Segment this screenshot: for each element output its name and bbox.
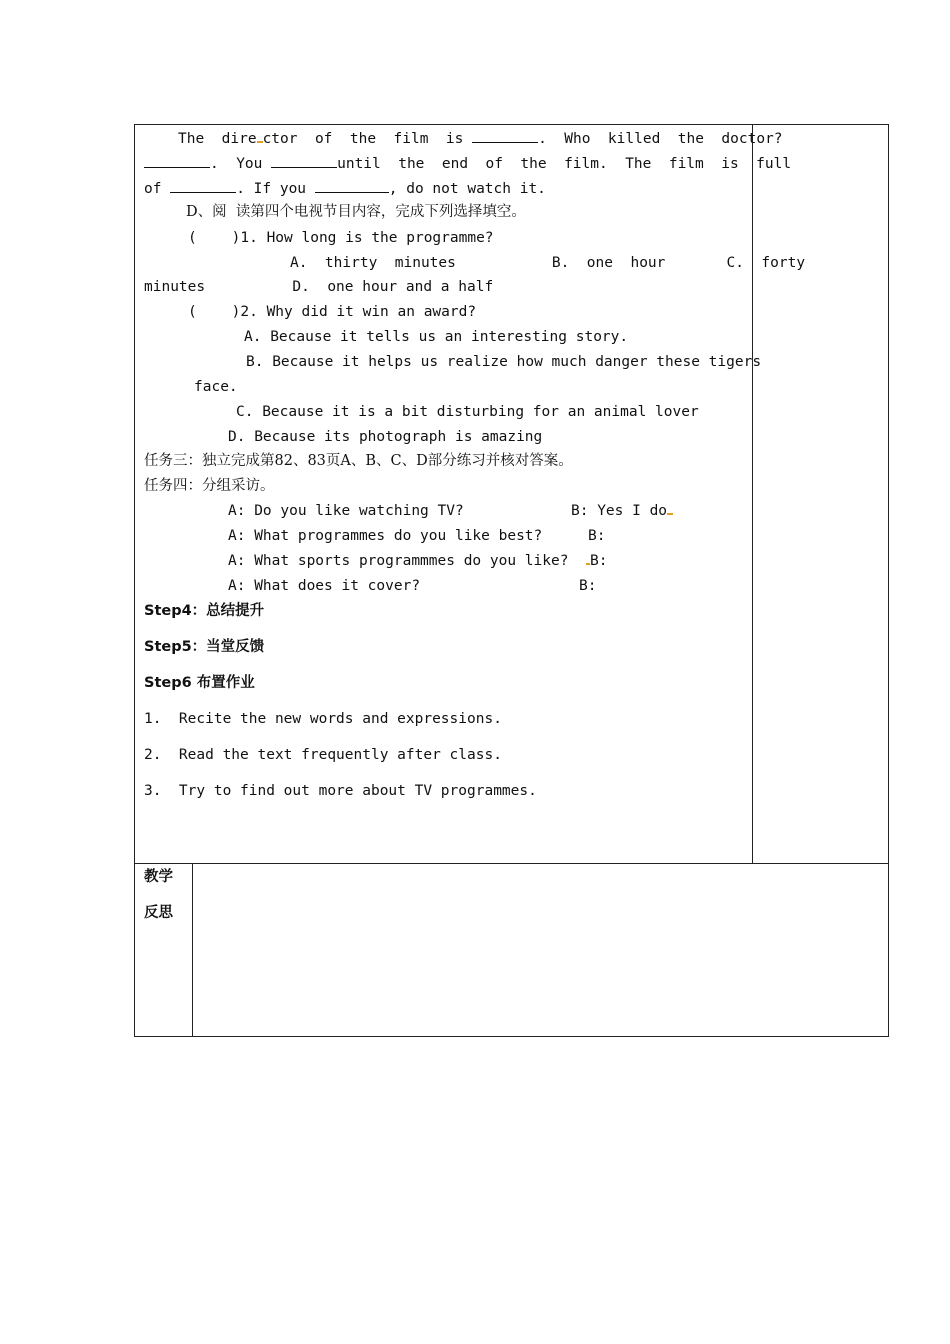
step-6-heading: Step6 布置作业: [144, 675, 255, 691]
table-right-border: [888, 124, 889, 1037]
dialogue-row-1-b: [571, 502, 673, 520]
question-1-stem: ( )1. How long is the programme?: [188, 230, 494, 246]
passage-line3-part-a: of: [144, 181, 171, 197]
dialogue-row-1-a: A: Do you like watching TV?: [228, 503, 464, 519]
homework-item-1: 1. Recite the new words and expressions.: [144, 711, 502, 727]
dialogue-row-4-a: A: What does it cover?: [228, 578, 421, 594]
answer-blank[interactable]: [144, 154, 210, 168]
question-2-stem: ( )2. Why did it win an award?: [188, 304, 477, 320]
passage-line3-part-c: , do not watch it.: [388, 181, 546, 197]
table-top-border: [134, 124, 889, 125]
reflection-label-line-1: 教学: [144, 869, 173, 885]
reflection-content-cell[interactable]: [194, 865, 886, 1035]
task-4-heading: 任务四：分组采访。: [144, 478, 275, 494]
comment-marker: [667, 513, 673, 515]
question-2-option-d: D. Because its photograph is amazing: [228, 429, 543, 445]
question-1-options-line-a: A. thirty minutes B. one hour C. forty: [290, 255, 806, 271]
question-1-options-line-b: minutes D. one hour and a half: [144, 279, 494, 295]
table-row-divider: [134, 863, 889, 864]
question-2-option-b-line-1: B. Because it helps us realize how much danger these tigers: [246, 354, 762, 370]
step-4-heading: Step4：总结提升: [144, 603, 265, 619]
reflection-label-line-2: 反思: [144, 905, 173, 921]
dialogue-row-2-b: B:: [588, 528, 606, 544]
answer-blank[interactable]: [315, 179, 389, 193]
passage-line1-part-a: The dire: [178, 131, 257, 147]
dialogue-row-3-a: A: What sports programmmes do you like?: [228, 553, 569, 569]
question-2-option-a: A. Because it tells us an interesting story.: [244, 329, 629, 345]
passage-line3-part-b: . If you: [236, 181, 315, 197]
answer-blank[interactable]: [170, 179, 236, 193]
dialogue-row-4-b: B:: [579, 578, 597, 594]
table-column-divider: [752, 124, 753, 864]
homework-item-3: 3. Try to find out more about TV programmes.: [144, 783, 537, 799]
answer-blank[interactable]: [472, 129, 538, 143]
reflection-label-divider: [192, 863, 193, 1037]
passage-line1-part-b: ctor of the film is: [262, 131, 473, 147]
dialogue-row-3-b-text: B:: [590, 553, 608, 569]
step-5-heading: Step5：当堂反馈: [144, 639, 265, 655]
dialogue-row-1-b-text: B: Yes I do: [571, 503, 668, 519]
question-2-option-b-line-2: face.: [194, 379, 238, 395]
question-2-option-c: C. Because it is a bit disturbing for an animal lover: [236, 404, 699, 420]
passage-line-2: [144, 154, 791, 173]
passage-line-3: [144, 179, 546, 198]
section-d-heading: D、阅 读第四个电视节目内容，完成下列选择填空。: [186, 204, 526, 220]
task-3: 任务三：独立完成第82、83页A、B、C、D部分练习并核对答案。: [144, 453, 573, 469]
homework-item-2: 2. Read the text frequently after class.: [144, 747, 502, 763]
dialogue-row-3-b: [586, 552, 607, 570]
passage-line2-part-a: . You: [210, 156, 272, 172]
passage-line2-part-b: until the end of the film. The film is full: [337, 156, 792, 172]
table-left-border: [134, 124, 135, 1037]
table-bottom-border: [134, 1036, 889, 1037]
passage-line1-part-c: . Who killed the doctor?: [538, 131, 783, 147]
answer-blank[interactable]: [271, 154, 337, 168]
dialogue-row-2-a: A: What programmes do you like best?: [228, 528, 543, 544]
passage-line-1: [178, 129, 783, 148]
